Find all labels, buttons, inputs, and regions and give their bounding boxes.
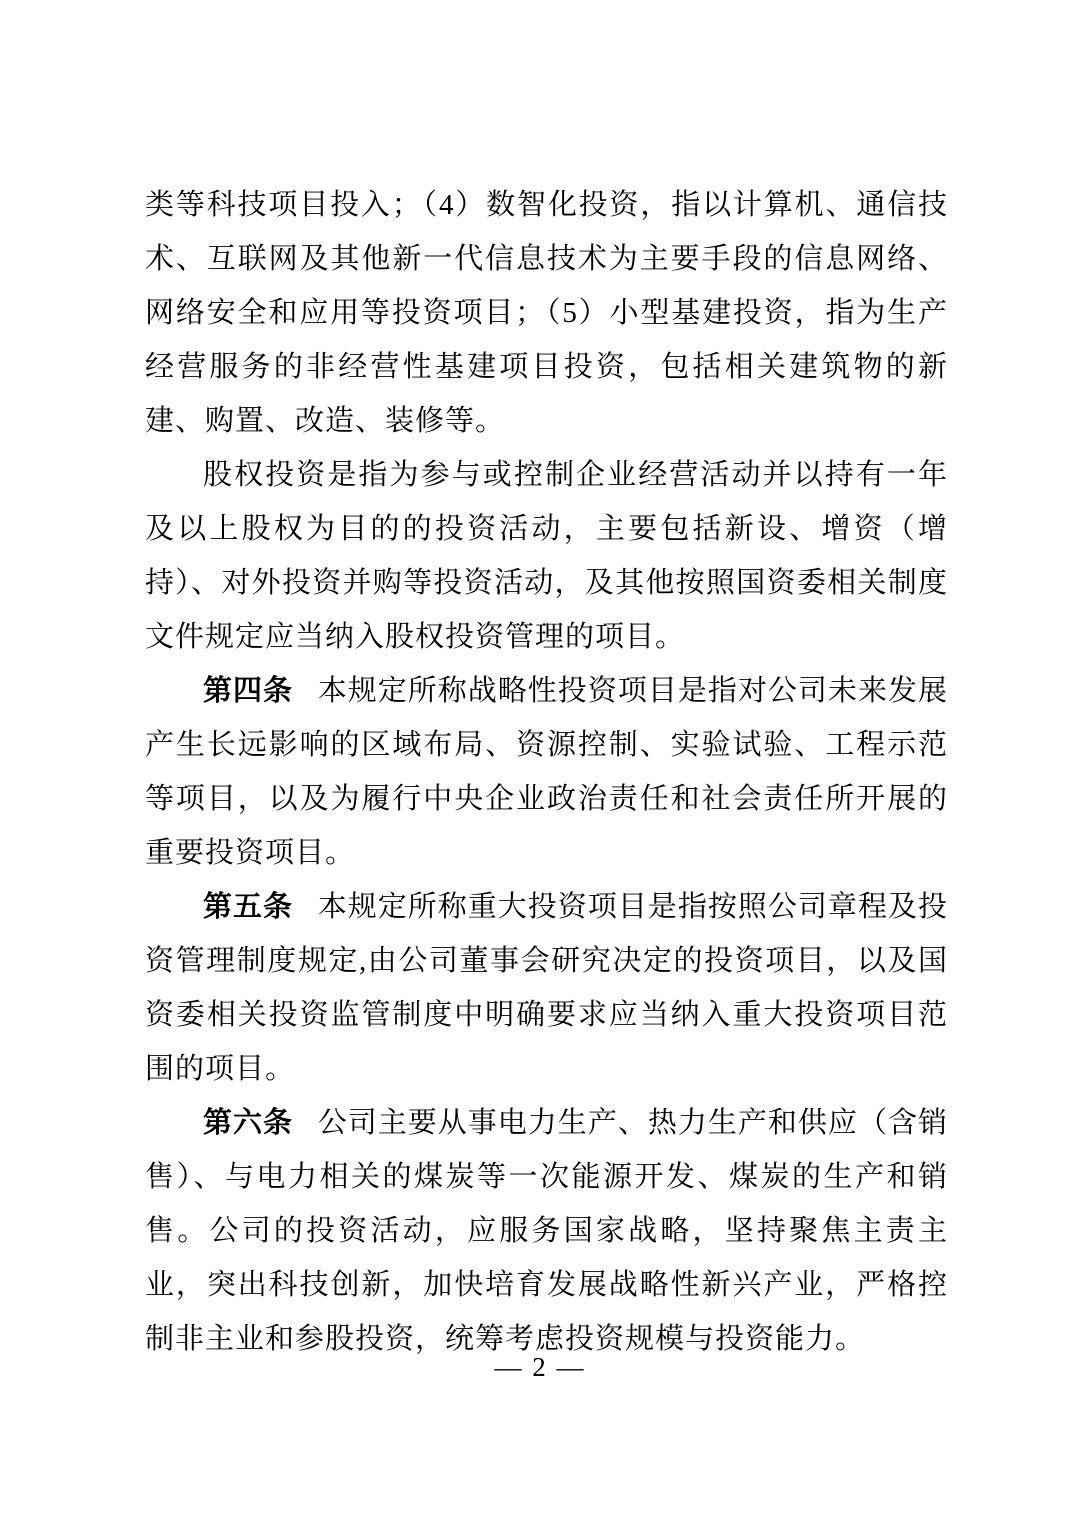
paragraph-text: 类等科技项目投入；（4）数智化投资，指以计算机、通信技术、互联网及其他新一代信息技术为主要手段的信息网络、网络安全和应用等投资项目；（5）小型基建投资，指为生产经营服务的非经营性基建项目投资，包括相关建筑物的新建、购置、改造、装修等。 bbox=[145, 189, 948, 437]
paragraph bbox=[145, 1096, 948, 1366]
paragraph-text: 公司主要从事电力生产、热力生产和供应（含销售）、与电力相关的煤炭等一次能源开发、煤炭的生产和销售。公司的投资活动，应服务国家战略，坚持聚焦主责主业，突出科技创新，加快培育发展战略性新兴产业，严格控制非主业和参股投资，统筹考虑投资规模与投资能力。 bbox=[145, 1107, 948, 1355]
article-heading: 第六条 bbox=[203, 1107, 294, 1139]
paragraph bbox=[145, 880, 948, 1096]
document-body bbox=[145, 178, 948, 1366]
paragraph bbox=[145, 178, 948, 448]
page-number: — 2 — bbox=[494, 1352, 586, 1382]
paragraph-text: 本规定所称重大投资项目是指按照公司章程及投资管理制度规定,由公司董事会研究决定的投资项目，以及国资委相关投资监管制度中明确要求应当纳入重大投资项目范围的项目。 bbox=[145, 891, 948, 1085]
paragraph bbox=[145, 448, 948, 664]
page-footer bbox=[0, 1352, 1080, 1383]
paragraph bbox=[145, 664, 948, 880]
article-heading: 第五条 bbox=[203, 891, 294, 923]
paragraph-text: 股权投资是指为参与或控制企业经营活动并以持有一年及以上股权为目的的投资活动，主要包括新设、增资（增持）、对外投资并购等投资活动，及其他按照国资委相关制度文件规定应当纳入股权投资管理的项目。 bbox=[145, 459, 948, 653]
article-heading: 第四条 bbox=[203, 675, 294, 707]
paragraph-text: 本规定所称战略性投资项目是指对公司未来发展产生长远影响的区域布局、资源控制、实验试验、工程示范等项目，以及为履行中央企业政治责任和社会责任所开展的重要投资项目。 bbox=[145, 675, 948, 869]
